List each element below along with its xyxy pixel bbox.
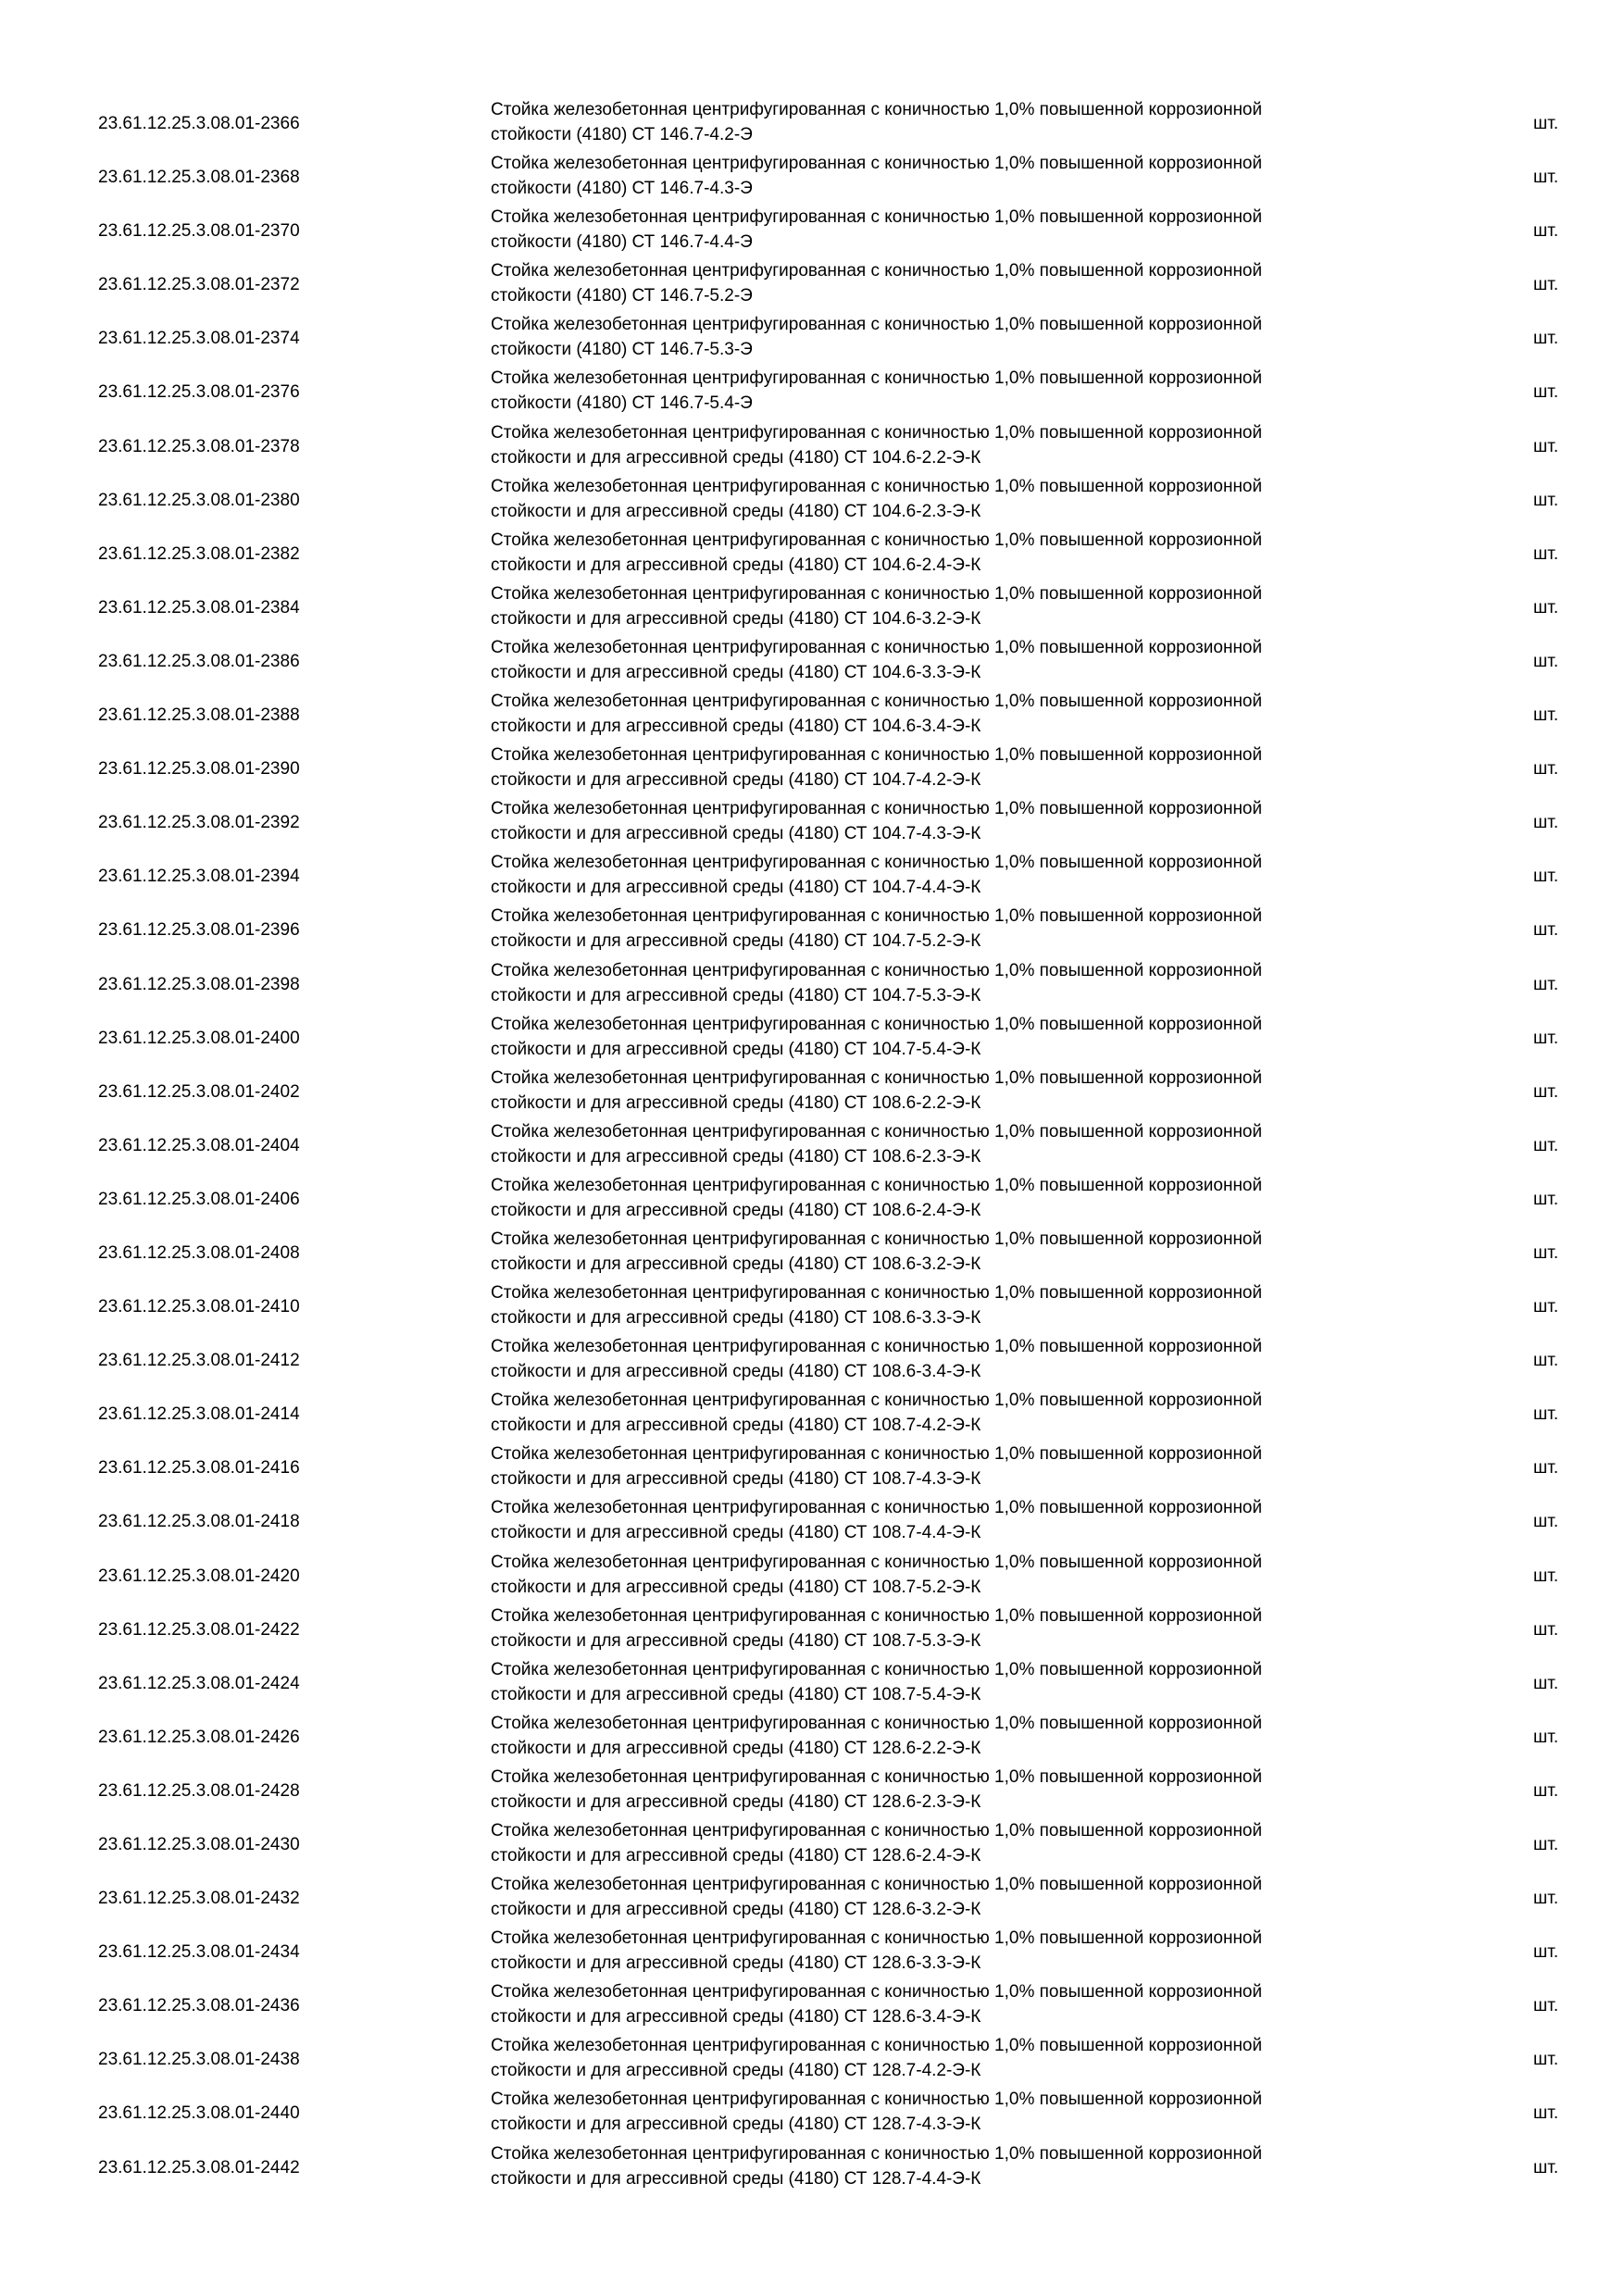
description-line-2: стойкости и для агрессивной среды (4180) СТ 108.7-4.2-Э-К bbox=[491, 1416, 981, 1436]
description-line-2: стойкости и для агрессивной среды (4180) СТ 104.6-2.4-Э-К bbox=[491, 555, 981, 575]
item-unit: шт. bbox=[1533, 1619, 1559, 1640]
item-code: 23.61.12.25.3.08.01-2408 bbox=[98, 1242, 300, 1263]
item-code: 23.61.12.25.3.08.01-2428 bbox=[98, 1780, 300, 1801]
item-description bbox=[491, 1280, 1398, 1330]
description-line-1: Стойка железобетонная центрифугированная с коничностью 1,0% повышенной коррозионной bbox=[491, 637, 1263, 657]
table-row bbox=[0, 528, 1624, 581]
description-line-2: стойкости и для агрессивной среды (4180) СТ 104.7-5.3-Э-К bbox=[491, 985, 981, 1005]
item-unit: шт. bbox=[1533, 1189, 1559, 1209]
item-description bbox=[491, 1441, 1398, 1491]
item-unit: шт. bbox=[1533, 1889, 1559, 1909]
item-description bbox=[491, 796, 1398, 846]
item-description bbox=[491, 689, 1398, 739]
item-description bbox=[491, 1818, 1398, 1868]
description-line-2: стойкости и для агрессивной среды (4180) СТ 108.7-5.4-Э-К bbox=[491, 1684, 981, 1704]
item-description bbox=[491, 474, 1398, 524]
item-code: 23.61.12.25.3.08.01-2388 bbox=[98, 705, 300, 726]
description-line-2: стойкости и для агрессивной среды (4180) СТ 104.7-4.4-Э-К bbox=[491, 878, 981, 898]
item-code: 23.61.12.25.3.08.01-2440 bbox=[98, 2103, 300, 2124]
item-code: 23.61.12.25.3.08.01-2424 bbox=[98, 1673, 300, 1693]
item-description bbox=[491, 1012, 1398, 1062]
table-row bbox=[0, 1173, 1624, 1227]
table-row bbox=[0, 1119, 1624, 1173]
item-code: 23.61.12.25.3.08.01-2378 bbox=[98, 436, 300, 456]
item-description bbox=[491, 1173, 1398, 1223]
description-line-2: стойкости и для агрессивной среды (4180) СТ 128.6-2.2-Э-К bbox=[491, 1738, 981, 1758]
description-line-2: стойкости и для агрессивной среды (4180) СТ 104.6-2.2-Э-К bbox=[491, 447, 981, 468]
item-unit: шт. bbox=[1533, 490, 1559, 510]
item-code: 23.61.12.25.3.08.01-2418 bbox=[98, 1512, 300, 1532]
table-row bbox=[0, 1012, 1624, 1066]
table-row bbox=[0, 474, 1624, 528]
table-row bbox=[0, 2033, 1624, 2087]
item-description bbox=[491, 1872, 1398, 1922]
item-description bbox=[491, 635, 1398, 685]
item-unit: шт. bbox=[1533, 1512, 1559, 1532]
item-code: 23.61.12.25.3.08.01-2420 bbox=[98, 1566, 300, 1586]
item-unit: шт. bbox=[1533, 920, 1559, 941]
description-line-2: стойкости и для агрессивной среды (4180) СТ 108.7-4.3-Э-К bbox=[491, 1469, 981, 1490]
description-line-1: Стойка железобетонная центрифугированная с коничностью 1,0% повышенной коррозионной bbox=[491, 530, 1263, 550]
item-code: 23.61.12.25.3.08.01-2394 bbox=[98, 867, 300, 887]
item-code: 23.61.12.25.3.08.01-2400 bbox=[98, 1028, 300, 1048]
table-row bbox=[0, 689, 1624, 742]
table-row bbox=[0, 1280, 1624, 1334]
description-line-2: стойкости и для агрессивной среды (4180) СТ 108.7-5.3-Э-К bbox=[491, 1630, 981, 1651]
description-line-1: Стойка железобетонная центрифугированная с коничностью 1,0% повышенной коррозионной bbox=[491, 583, 1263, 604]
description-line-2: стойкости и для агрессивной среды (4180) СТ 104.7-4.3-Э-К bbox=[491, 824, 981, 844]
description-line-2: стойкости и для агрессивной среды (4180) СТ 108.6-2.4-Э-К bbox=[491, 1200, 981, 1220]
item-description bbox=[491, 1979, 1398, 2029]
table-row bbox=[0, 1765, 1624, 1818]
item-code: 23.61.12.25.3.08.01-2370 bbox=[98, 221, 300, 242]
item-description bbox=[491, 1550, 1398, 1600]
item-description bbox=[491, 258, 1398, 308]
item-description bbox=[491, 581, 1398, 631]
item-code: 23.61.12.25.3.08.01-2414 bbox=[98, 1404, 300, 1425]
description-line-1: Стойка железобетонная центрифугированная с коничностью 1,0% повышенной коррозионной bbox=[491, 1121, 1263, 1142]
item-code: 23.61.12.25.3.08.01-2416 bbox=[98, 1458, 300, 1479]
item-unit: шт. bbox=[1533, 867, 1559, 887]
description-line-1: Стойка железобетонная центрифугированная с коничностью 1,0% повышенной коррозионной bbox=[491, 261, 1263, 281]
item-unit: шт. bbox=[1533, 1835, 1559, 1854]
description-line-2: стойкости и для агрессивной среды (4180) СТ 108.6-3.4-Э-К bbox=[491, 1362, 981, 1382]
item-unit: шт. bbox=[1533, 1458, 1559, 1479]
table-row bbox=[0, 1603, 1624, 1657]
item-code: 23.61.12.25.3.08.01-2404 bbox=[98, 1135, 300, 1155]
description-line-1: Стойка железобетонная центрифугированная с коничностью 1,0% повышенной коррозионной bbox=[491, 1875, 1263, 1895]
item-unit: шт. bbox=[1533, 329, 1559, 349]
item-description bbox=[491, 1227, 1398, 1277]
description-line-2: стойкости и для агрессивной среды (4180) СТ 128.6-3.3-Э-К bbox=[491, 1953, 981, 1974]
item-description bbox=[491, 1603, 1398, 1653]
description-line-1: Стойка железобетонная центрифугированная с коничностью 1,0% повышенной коррозионной bbox=[491, 1283, 1263, 1304]
item-unit: шт. bbox=[1533, 1404, 1559, 1425]
description-line-1: Стойка железобетонная центрифугированная с коничностью 1,0% повышенной коррозионной bbox=[491, 2090, 1263, 2110]
item-description bbox=[491, 1765, 1398, 1815]
item-code: 23.61.12.25.3.08.01-2410 bbox=[98, 1297, 300, 1317]
description-line-1: Стойка железобетонная центрифугированная с коничностью 1,0% повышенной коррозионной bbox=[491, 1713, 1263, 1733]
item-code: 23.61.12.25.3.08.01-2382 bbox=[98, 543, 300, 564]
description-line-2: стойкости и для агрессивной среды (4180) СТ 104.7-5.2-Э-К bbox=[491, 931, 981, 952]
description-line-2: стойкости (4180) СТ 146.7-5.3-Э bbox=[491, 340, 753, 360]
item-unit: шт. bbox=[1533, 651, 1559, 671]
item-description bbox=[491, 958, 1398, 1008]
item-code: 23.61.12.25.3.08.01-2436 bbox=[98, 1996, 300, 2016]
table-row bbox=[0, 205, 1624, 258]
description-line-1: Стойка железобетонная центрифугированная с коничностью 1,0% повышенной коррозионной bbox=[491, 1444, 1263, 1465]
description-line-1: Стойка железобетонная центрифугированная с коничностью 1,0% повышенной коррозионной bbox=[491, 745, 1263, 766]
item-code: 23.61.12.25.3.08.01-2406 bbox=[98, 1189, 300, 1209]
description-line-2: стойкости и для агрессивной среды (4180) СТ 104.7-4.2-Э-К bbox=[491, 770, 981, 791]
description-line-1: Стойка железобетонная центрифугированная с коничностью 1,0% повышенной коррозионной bbox=[491, 368, 1263, 389]
description-line-2: стойкости (4180) СТ 146.7-5.2-Э bbox=[491, 286, 753, 306]
table-row bbox=[0, 1227, 1624, 1280]
description-line-1: Стойка железобетонная центрифугированная с коничностью 1,0% повышенной коррозионной bbox=[491, 100, 1263, 119]
description-line-1: Стойка железобетонная центрифугированная с коничностью 1,0% повышенной коррозионной bbox=[491, 960, 1263, 980]
description-line-1: Стойка железобетонная центрифугированная с коничностью 1,0% повышенной коррозионной bbox=[491, 154, 1263, 174]
item-unit: шт. bbox=[1533, 2157, 1559, 2177]
item-unit: шт. bbox=[1533, 1780, 1559, 1801]
item-unit: шт. bbox=[1533, 2103, 1559, 2124]
description-line-2: стойкости и для агрессивной среды (4180) СТ 108.6-3.3-Э-К bbox=[491, 1308, 981, 1329]
description-line-1: Стойка железобетонная центрифугированная с коничностью 1,0% повышенной коррозионной bbox=[491, 1175, 1263, 1195]
item-description bbox=[491, 2033, 1398, 2083]
item-description bbox=[491, 1066, 1398, 1116]
description-line-2: стойкости и для агрессивной среды (4180) СТ 108.7-5.2-Э-К bbox=[491, 1577, 981, 1597]
item-code: 23.61.12.25.3.08.01-2372 bbox=[98, 275, 300, 295]
item-unit: шт. bbox=[1533, 1297, 1559, 1317]
table-row bbox=[0, 742, 1624, 796]
item-unit: шт. bbox=[1533, 1081, 1559, 1102]
table-row bbox=[0, 958, 1624, 1012]
description-line-1: Стойка железобетонная центрифугированная с коничностью 1,0% повышенной коррозионной bbox=[491, 207, 1263, 228]
description-line-1: Стойка железобетонная центрифугированная с коничностью 1,0% повышенной коррозионной bbox=[491, 853, 1263, 873]
item-description bbox=[491, 312, 1398, 362]
description-line-2: стойкости и для агрессивной среды (4180) СТ 104.6-2.3-Э-К bbox=[491, 501, 981, 521]
description-line-2: стойкости и для агрессивной среды (4180) СТ 104.6-3.3-Э-К bbox=[491, 662, 981, 682]
description-line-2: стойкости и для агрессивной среды (4180) СТ 108.6-2.2-Э-К bbox=[491, 1092, 981, 1113]
table-row bbox=[0, 1388, 1624, 1441]
item-description bbox=[491, 1926, 1398, 1976]
item-description bbox=[491, 850, 1398, 900]
description-line-1: Стойка железобетонная центрифугированная с коничностью 1,0% повышенной коррозионной bbox=[491, 1552, 1263, 1572]
table-row bbox=[0, 2087, 1624, 2140]
description-line-2: стойкости и для агрессивной среды (4180) СТ 128.6-2.4-Э-К bbox=[491, 1846, 981, 1866]
description-line-1: Стойка железобетонная центрифугированная с коничностью 1,0% повышенной коррозионной bbox=[491, 2143, 1263, 2164]
item-unit: шт. bbox=[1533, 1566, 1559, 1586]
table-row bbox=[0, 1495, 1624, 1549]
item-code: 23.61.12.25.3.08.01-2376 bbox=[98, 382, 300, 403]
item-unit: шт. bbox=[1533, 813, 1559, 833]
description-line-1: Стойка железобетонная центрифугированная с коничностью 1,0% повышенной коррозионной bbox=[491, 1928, 1263, 1949]
item-unit: шт. bbox=[1533, 597, 1559, 618]
description-line-1: Стойка железобетонная центрифугированная с коничностью 1,0% повышенной коррозионной bbox=[491, 476, 1263, 496]
description-line-2: стойкости (4180) СТ 146.7-4.3-Э bbox=[491, 179, 753, 199]
table-row bbox=[0, 1872, 1624, 1926]
item-unit: шт. bbox=[1533, 705, 1559, 726]
item-code: 23.61.12.25.3.08.01-2380 bbox=[98, 490, 300, 510]
item-description bbox=[491, 528, 1398, 578]
item-unit: шт. bbox=[1533, 1351, 1559, 1371]
item-unit: шт. bbox=[1533, 974, 1559, 994]
description-line-2: стойкости и для агрессивной среды (4180) СТ 108.6-2.3-Э-К bbox=[491, 1146, 981, 1167]
description-line-1: Стойка железобетонная центрифугированная с коничностью 1,0% повышенной коррозионной bbox=[491, 1766, 1263, 1787]
item-description bbox=[491, 151, 1398, 201]
description-line-2: стойкости и для агрессивной среды (4180) СТ 104.6-3.4-Э-К bbox=[491, 717, 981, 737]
item-code: 23.61.12.25.3.08.01-2366 bbox=[98, 114, 300, 133]
description-line-2: стойкости и для агрессивной среды (4180) СТ 128.6-3.2-Э-К bbox=[491, 1900, 981, 1920]
item-code: 23.61.12.25.3.08.01-2398 bbox=[98, 974, 300, 994]
description-line-1: Стойка железобетонная центрифугированная с коничностью 1,0% повышенной коррозионной bbox=[491, 1391, 1263, 1411]
description-line-1: Стойка железобетонная центрифугированная с коничностью 1,0% повышенной коррозионной bbox=[491, 315, 1263, 335]
item-code: 23.61.12.25.3.08.01-2442 bbox=[98, 2157, 300, 2177]
item-description bbox=[491, 1334, 1398, 1384]
item-description bbox=[491, 1119, 1398, 1169]
table-row bbox=[0, 1441, 1624, 1495]
description-line-1: Стойка железобетонная центрифугированная с коничностью 1,0% повышенной коррозионной bbox=[491, 1821, 1263, 1841]
description-line-2: стойкости и для агрессивной среды (4180) СТ 128.7-4.3-Э-К bbox=[491, 2115, 981, 2135]
item-code: 23.61.12.25.3.08.01-2422 bbox=[98, 1619, 300, 1640]
description-line-2: стойкости (4180) СТ 146.7-5.4-Э bbox=[491, 393, 753, 414]
item-code: 23.61.12.25.3.08.01-2438 bbox=[98, 2050, 300, 2070]
item-code: 23.61.12.25.3.08.01-2386 bbox=[98, 651, 300, 671]
table-row bbox=[0, 420, 1624, 474]
item-description bbox=[491, 742, 1398, 792]
item-code: 23.61.12.25.3.08.01-2430 bbox=[98, 1835, 300, 1854]
item-unit: шт. bbox=[1533, 1996, 1559, 2016]
description-line-1: Стойка железобетонная центрифугированная с коничностью 1,0% повышенной коррозионной bbox=[491, 1982, 1263, 2003]
item-unit: шт. bbox=[1533, 275, 1559, 295]
document-page bbox=[0, 97, 1624, 2195]
item-description bbox=[491, 420, 1398, 470]
table-row bbox=[0, 1334, 1624, 1388]
description-line-2: стойкости и для агрессивной среды (4180) СТ 128.7-4.4-Э-К bbox=[491, 2168, 981, 2189]
item-unit: шт. bbox=[1533, 543, 1559, 564]
item-code: 23.61.12.25.3.08.01-2412 bbox=[98, 1351, 300, 1371]
item-description bbox=[491, 2087, 1398, 2137]
description-line-1: Стойка железобетонная центрифугированная с коничностью 1,0% повышенной коррозионной bbox=[491, 422, 1263, 443]
table-row bbox=[0, 1711, 1624, 1765]
description-line-2: стойкости и для агрессивной среды (4180) СТ 128.6-2.3-Э-К bbox=[491, 1791, 981, 1812]
item-description bbox=[491, 205, 1398, 255]
item-unit: шт. bbox=[1533, 114, 1559, 133]
item-unit: шт. bbox=[1533, 1727, 1559, 1747]
table-row bbox=[0, 366, 1624, 419]
description-line-1: Стойка железобетонная центрифугированная с коничностью 1,0% повышенной коррозионной bbox=[491, 1229, 1263, 1249]
table-row bbox=[0, 1066, 1624, 1119]
item-code: 23.61.12.25.3.08.01-2392 bbox=[98, 813, 300, 833]
item-unit: шт. bbox=[1533, 2050, 1559, 2070]
item-unit: шт. bbox=[1533, 1942, 1559, 1963]
item-description bbox=[491, 1388, 1398, 1438]
table-row bbox=[0, 1550, 1624, 1603]
item-unit: шт. bbox=[1533, 436, 1559, 456]
item-code: 23.61.12.25.3.08.01-2390 bbox=[98, 759, 300, 780]
description-line-1: Стойка железобетонная центрифугированная с коничностью 1,0% повышенной коррозионной bbox=[491, 1498, 1263, 1518]
description-line-2: стойкости и для агрессивной среды (4180) СТ 104.6-3.2-Э-К bbox=[491, 608, 981, 629]
item-code: 23.61.12.25.3.08.01-2426 bbox=[98, 1727, 300, 1747]
item-unit: шт. bbox=[1533, 382, 1559, 403]
description-line-1: Стойка железобетонная центрифугированная с коничностью 1,0% повышенной коррозионной bbox=[491, 799, 1263, 819]
table-row bbox=[0, 2141, 1624, 2195]
description-line-2: стойкости и для агрессивной среды (4180) СТ 128.7-4.2-Э-К bbox=[491, 2061, 981, 2081]
item-code: 23.61.12.25.3.08.01-2396 bbox=[98, 920, 300, 941]
table-row bbox=[0, 258, 1624, 312]
item-unit: шт. bbox=[1533, 1673, 1559, 1693]
table-row bbox=[0, 796, 1624, 850]
table-row bbox=[0, 635, 1624, 689]
table-row bbox=[0, 1818, 1624, 1872]
item-unit: шт. bbox=[1533, 168, 1559, 188]
description-line-1: Стойка железобетонная центрифугированная с коничностью 1,0% повышенной коррозионной bbox=[491, 1605, 1263, 1626]
description-line-2: стойкости и для агрессивной среды (4180) СТ 128.6-3.4-Э-К bbox=[491, 2007, 981, 2028]
item-code: 23.61.12.25.3.08.01-2402 bbox=[98, 1081, 300, 1102]
table-row bbox=[0, 1979, 1624, 2033]
item-description bbox=[491, 904, 1398, 954]
item-unit: шт. bbox=[1533, 1135, 1559, 1155]
item-code: 23.61.12.25.3.08.01-2374 bbox=[98, 329, 300, 349]
item-description bbox=[491, 1495, 1398, 1545]
table-row bbox=[0, 850, 1624, 904]
description-line-1: Стойка железобетонная центрифугированная с коничностью 1,0% повышенной коррозионной bbox=[491, 1337, 1263, 1357]
description-line-2: стойкости (4180) СТ 146.7-4.2-Э bbox=[491, 125, 753, 144]
item-unit: шт. bbox=[1533, 1028, 1559, 1048]
item-description bbox=[491, 1711, 1398, 1761]
description-line-2: стойкости и для агрессивной среды (4180) СТ 108.6-3.2-Э-К bbox=[491, 1254, 981, 1274]
item-unit: шт. bbox=[1533, 221, 1559, 242]
table-row bbox=[0, 1657, 1624, 1711]
item-description bbox=[491, 2141, 1398, 2191]
description-line-1: Стойка железобетонная центрифугированная с коничностью 1,0% повышенной коррозионной bbox=[491, 906, 1263, 927]
table-row bbox=[0, 97, 1624, 151]
item-description bbox=[491, 366, 1398, 416]
description-line-2: стойкости и для агрессивной среды (4180) СТ 108.7-4.4-Э-К bbox=[491, 1523, 981, 1543]
item-unit: шт. bbox=[1533, 1242, 1559, 1263]
table-row bbox=[0, 312, 1624, 366]
item-code: 23.61.12.25.3.08.01-2432 bbox=[98, 1889, 300, 1909]
description-line-2: стойкости (4180) СТ 146.7-4.4-Э bbox=[491, 232, 753, 253]
description-line-1: Стойка железобетонная центрифугированная с коничностью 1,0% повышенной коррозионной bbox=[491, 1659, 1263, 1679]
table-row bbox=[0, 581, 1624, 635]
description-line-1: Стойка железобетонная центрифугированная с коничностью 1,0% повышенной коррозионной bbox=[491, 1067, 1263, 1088]
table-row bbox=[0, 1926, 1624, 1979]
item-description bbox=[491, 97, 1398, 147]
description-line-2: стойкости и для агрессивной среды (4180) СТ 104.7-5.4-Э-К bbox=[491, 1039, 981, 1059]
item-description bbox=[491, 1657, 1398, 1707]
description-line-1: Стойка железобетонная центрифугированная с коничностью 1,0% повышенной коррозионной bbox=[491, 1014, 1263, 1034]
item-code: 23.61.12.25.3.08.01-2434 bbox=[98, 1942, 300, 1963]
item-unit: шт. bbox=[1533, 759, 1559, 780]
item-code: 23.61.12.25.3.08.01-2384 bbox=[98, 597, 300, 618]
table-row bbox=[0, 151, 1624, 205]
item-code: 23.61.12.25.3.08.01-2368 bbox=[98, 168, 300, 188]
description-line-1: Стойка железобетонная центрифугированная с коничностью 1,0% повышенной коррозионной bbox=[491, 692, 1263, 712]
table-row bbox=[0, 904, 1624, 957]
description-line-1: Стойка железобетонная центрифугированная с коничностью 1,0% повышенной коррозионной bbox=[491, 2036, 1263, 2056]
